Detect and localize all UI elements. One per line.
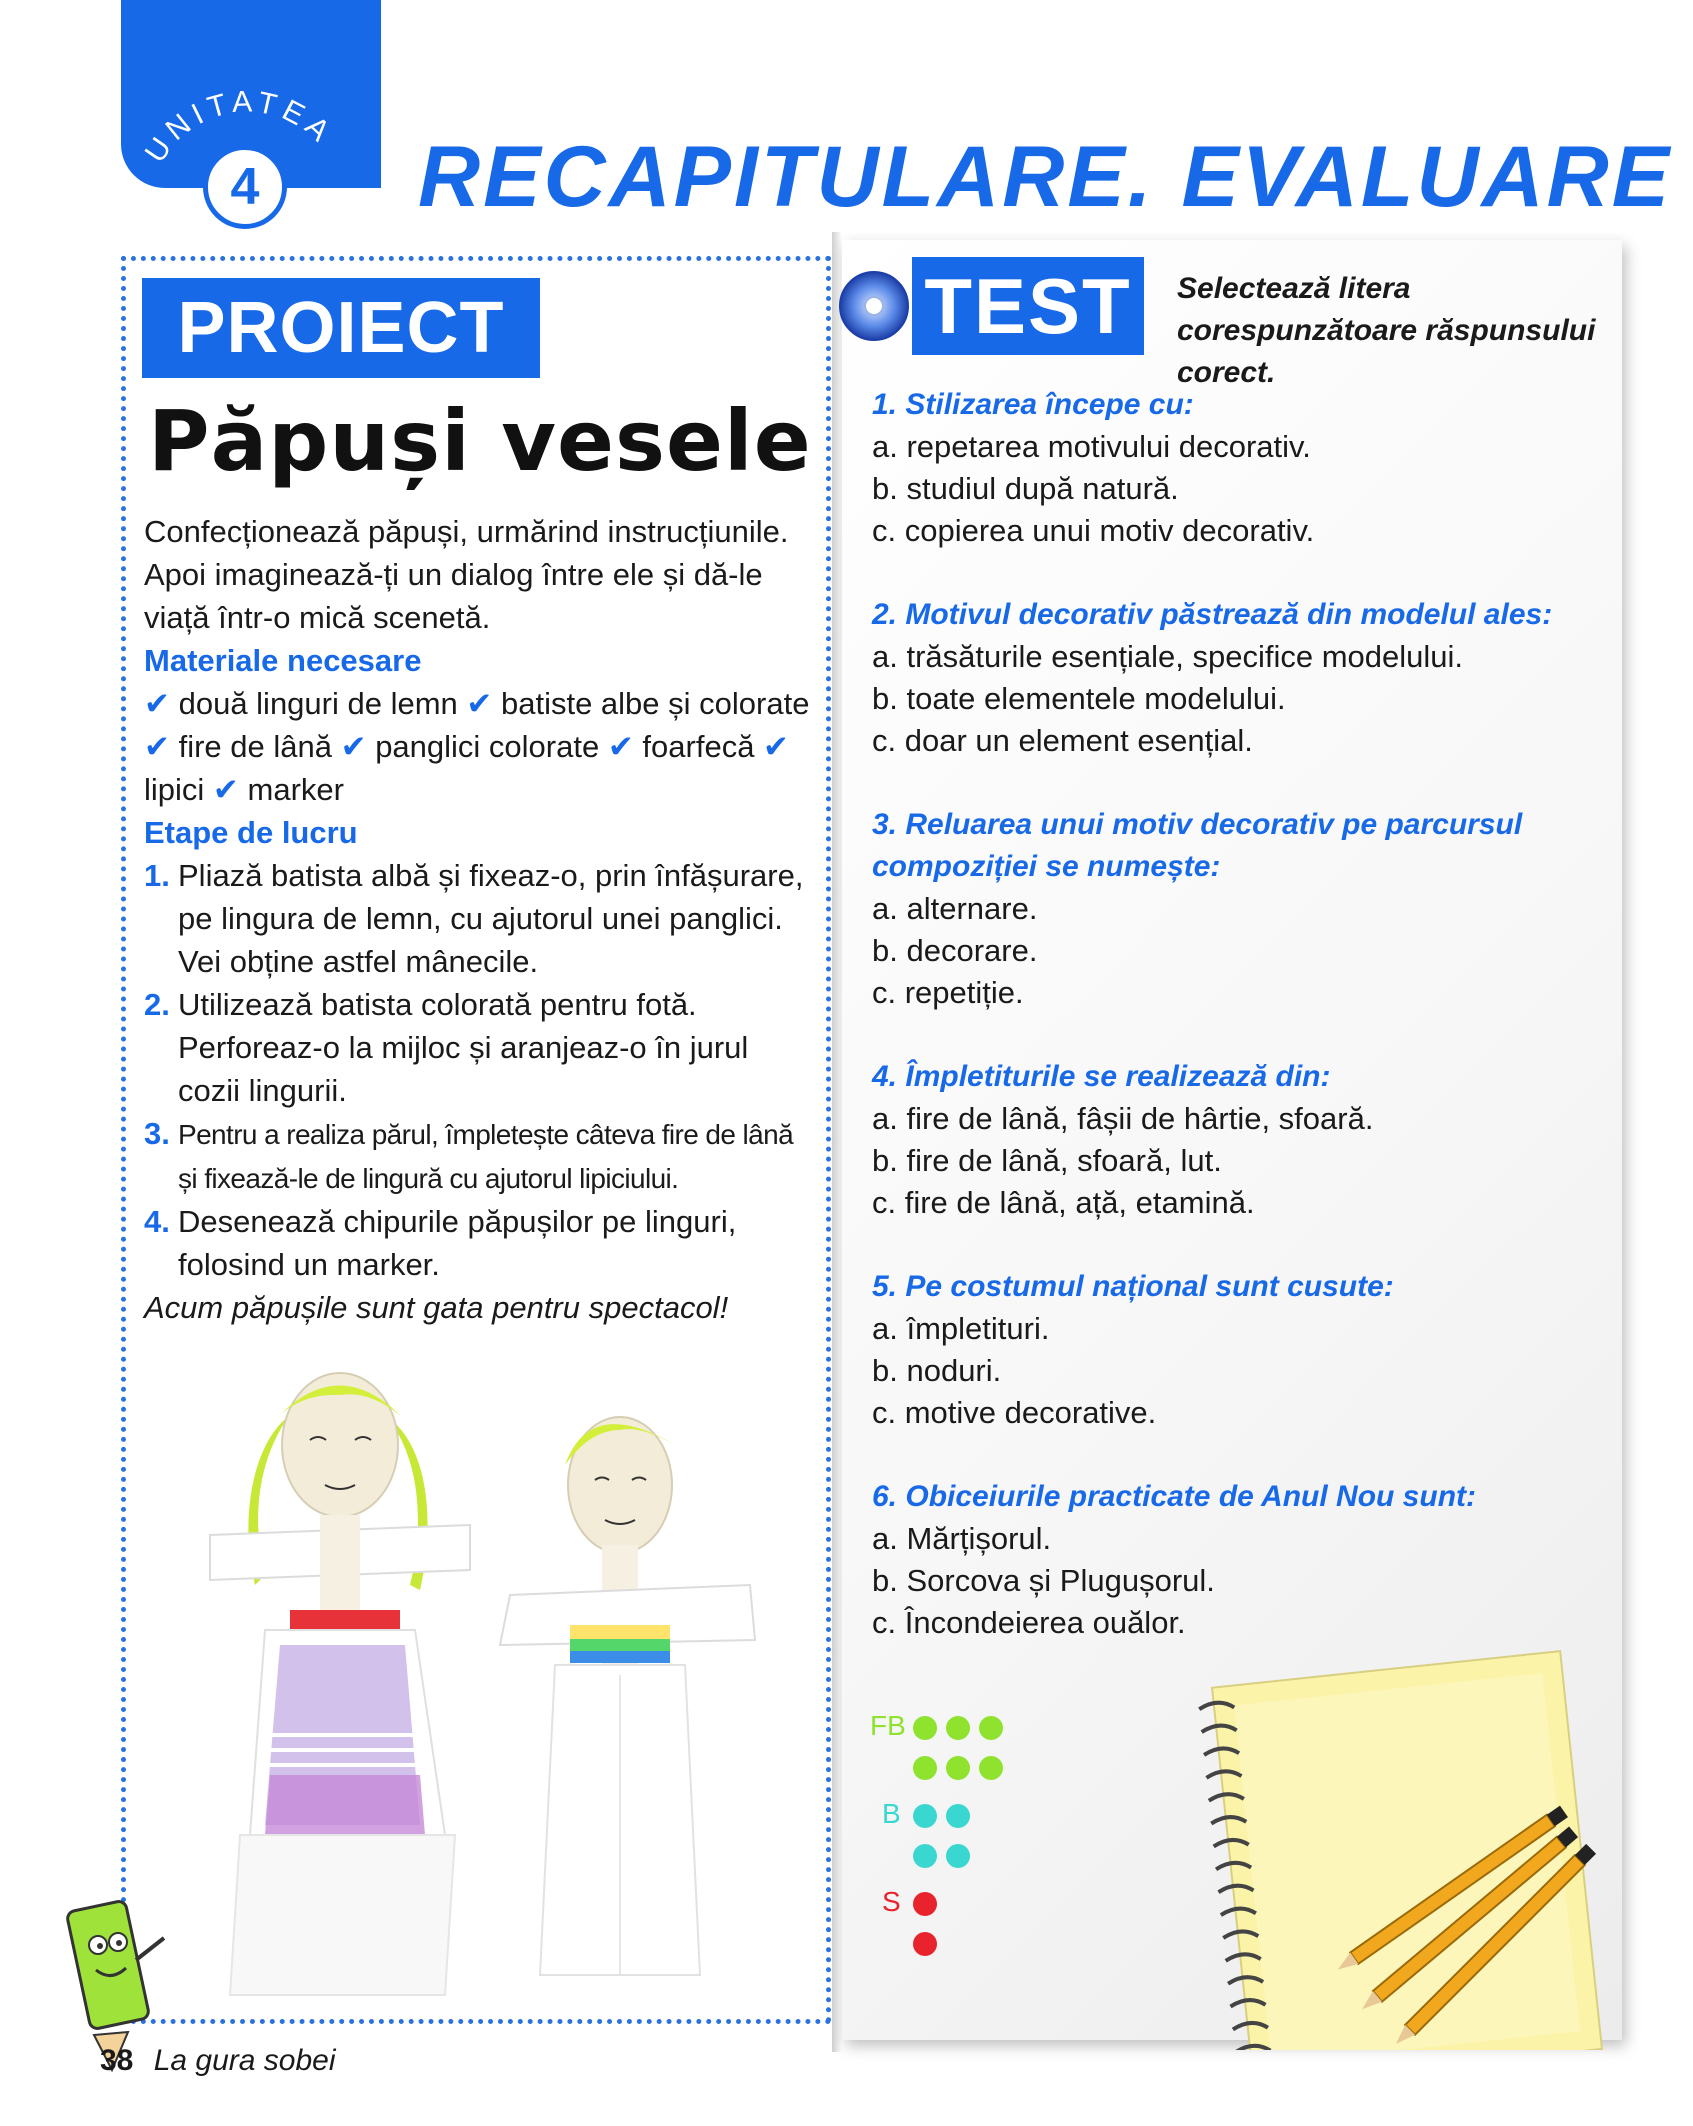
answer-option[interactable]: a. alternare. — [872, 891, 1038, 926]
step-item — [144, 1200, 816, 1286]
test-questions — [872, 384, 1602, 1686]
steps-heading: Etape de lucru — [144, 815, 358, 850]
answer-option[interactable]: b. noduri. — [872, 1353, 1002, 1388]
step-number: 2. — [144, 987, 170, 1022]
page-footer — [100, 2044, 336, 2078]
material-item: două linguri de lemn — [178, 686, 467, 721]
question-block — [872, 384, 1602, 552]
rating-dot — [913, 1716, 937, 1740]
question-title: 6. Obiceiurile practicate de Anul Nou sunt: — [872, 1480, 1476, 1513]
check-icon: ✔ — [340, 729, 376, 764]
book-title: La gura sobei — [153, 2044, 336, 2077]
answer-option[interactable]: a. trăsăturile esențiale, specifice modelului. — [872, 639, 1464, 674]
step-number: 1. — [144, 858, 170, 893]
rating-label: S — [882, 1886, 901, 1917]
answer-option[interactable]: c. fire de lână, ață, etamină. — [872, 1185, 1255, 1220]
rating-dot — [946, 1804, 970, 1828]
rating-dot — [979, 1716, 1003, 1740]
step-text: Utilizează batista colorată pentru fotă. Perforeaz-o la mijloc și aranjeaz-o în jurul cozii lingurii. — [178, 987, 749, 1108]
question-block — [872, 1476, 1602, 1644]
materials-list — [144, 682, 816, 811]
check-icon: ✔ — [212, 772, 248, 807]
answer-option[interactable]: b. fire de lână, sfoară, lut. — [872, 1143, 1222, 1178]
dolls-photo — [170, 1355, 830, 2015]
question-title: 3. Reluarea unui motiv decorativ pe parcursul compoziției se numește: — [872, 808, 1523, 883]
rating-label: FB — [870, 1710, 906, 1741]
material-item: foarfecă — [642, 729, 764, 764]
project-intro: Confecționează păpuși, urmărind instrucțiunile. Apoi imaginează-ți un dialog între ele și dă-le viață într-o mică scenetă. — [144, 514, 789, 635]
cd-icon — [838, 270, 910, 342]
material-item: batiste albe și colorate — [500, 686, 810, 721]
steps-list — [144, 854, 816, 1286]
rating-dot — [946, 1716, 970, 1740]
answer-option[interactable]: a. Mărțișorul. — [872, 1521, 1052, 1556]
project-banner: PROIECT — [142, 278, 540, 378]
step-number: 3. — [144, 1116, 170, 1151]
question-block — [872, 804, 1602, 1014]
question-title: 1. Stilizarea începe cu: — [872, 388, 1194, 421]
question-title: 4. Împletiturile se realizează din: — [872, 1060, 1331, 1093]
materials-heading: Materiale necesare — [144, 643, 422, 678]
answer-option[interactable]: c. copierea unui motiv decorativ. — [872, 513, 1315, 548]
rating-dot — [913, 1804, 937, 1828]
paper-edge — [832, 232, 842, 2052]
answer-option[interactable]: b. Sorcova și Plugușorul. — [872, 1563, 1215, 1598]
question-block — [872, 1266, 1602, 1434]
page-number: 38 — [100, 2044, 134, 2077]
check-icon: ✔ — [144, 729, 179, 764]
project-title: Păpuși vesele — [148, 392, 812, 490]
rating-scale — [870, 1710, 1040, 1970]
check-icon: ✔ — [607, 729, 643, 764]
question-title: 5. Pe costumul național sunt cusute: — [872, 1270, 1394, 1303]
test-instruction: Selectează litera corespunzătoare răspunsului corect. — [1177, 272, 1596, 389]
project-closing: Acum păpușile sunt gata pentru spectacol! — [144, 1290, 729, 1325]
project-text — [144, 510, 816, 1329]
answer-option[interactable]: a. fire de lână, fâșii de hârtie, sfoară. — [872, 1101, 1374, 1136]
svg-text:UNITATEA: UNITATEA — [138, 85, 341, 169]
answer-option[interactable]: c. repetiție. — [872, 975, 1024, 1010]
answer-option[interactable]: c. Încondeierea ouălor. — [872, 1605, 1186, 1640]
step-item — [144, 1112, 816, 1200]
step-item — [144, 854, 816, 983]
material-item: lipici — [144, 772, 213, 807]
answer-option[interactable]: a. împletituri. — [872, 1311, 1050, 1346]
step-text: Pentru a realiza părul, împletește câteva fire de lână și fixează-le de lingură cu ajutorul lipiciului. — [178, 1119, 794, 1194]
check-icon: ✔ — [763, 729, 790, 764]
check-icon: ✔ — [144, 686, 179, 721]
rating-dot — [913, 1892, 937, 1916]
rating-dot — [979, 1756, 1003, 1780]
material-item: fire de lână — [178, 729, 341, 764]
rating-dot — [913, 1756, 937, 1780]
answer-option[interactable]: b. decorare. — [872, 933, 1038, 968]
left-doll — [210, 1373, 470, 1995]
material-item: marker — [247, 772, 344, 807]
answer-option[interactable]: c. motive decorative. — [872, 1395, 1157, 1430]
rating-dot — [946, 1844, 970, 1868]
rating-dot — [913, 1932, 937, 1956]
question-block — [872, 1056, 1602, 1224]
step-text: Desenează chipurile păpușilor pe linguri, folosind un marker. — [178, 1204, 737, 1282]
step-item — [144, 983, 816, 1112]
step-number: 4. — [144, 1204, 170, 1239]
rating-label: B — [882, 1798, 901, 1829]
question-block — [872, 594, 1602, 762]
right-doll — [500, 1417, 755, 1975]
rating-dot — [913, 1844, 937, 1868]
page-title: RECAPITULARE. EVALUARE — [418, 129, 1673, 225]
test-banner: TEST — [912, 257, 1144, 355]
answer-option[interactable]: b. toate elementele modelului. — [872, 681, 1286, 716]
step-text: Pliază batista albă și fixeaz-o, prin înfășurare, pe lingura de lemn, cu ajutorul unei panglici. Vei obține astfel mânecile. — [178, 858, 804, 979]
answer-option[interactable]: b. studiul după natură. — [872, 471, 1179, 506]
question-title: 2. Motivul decorativ păstrează din modelul ales: — [872, 598, 1553, 631]
material-item: panglici colorate — [375, 729, 608, 764]
rating-dot — [946, 1756, 970, 1780]
notebook-icon — [1160, 1650, 1620, 2050]
answer-option[interactable]: a. repetarea motivului decorativ. — [872, 429, 1311, 464]
answer-option[interactable]: c. doar un element esențial. — [872, 723, 1253, 758]
check-icon: ✔ — [466, 686, 501, 721]
unit-number: 4 — [203, 145, 287, 229]
